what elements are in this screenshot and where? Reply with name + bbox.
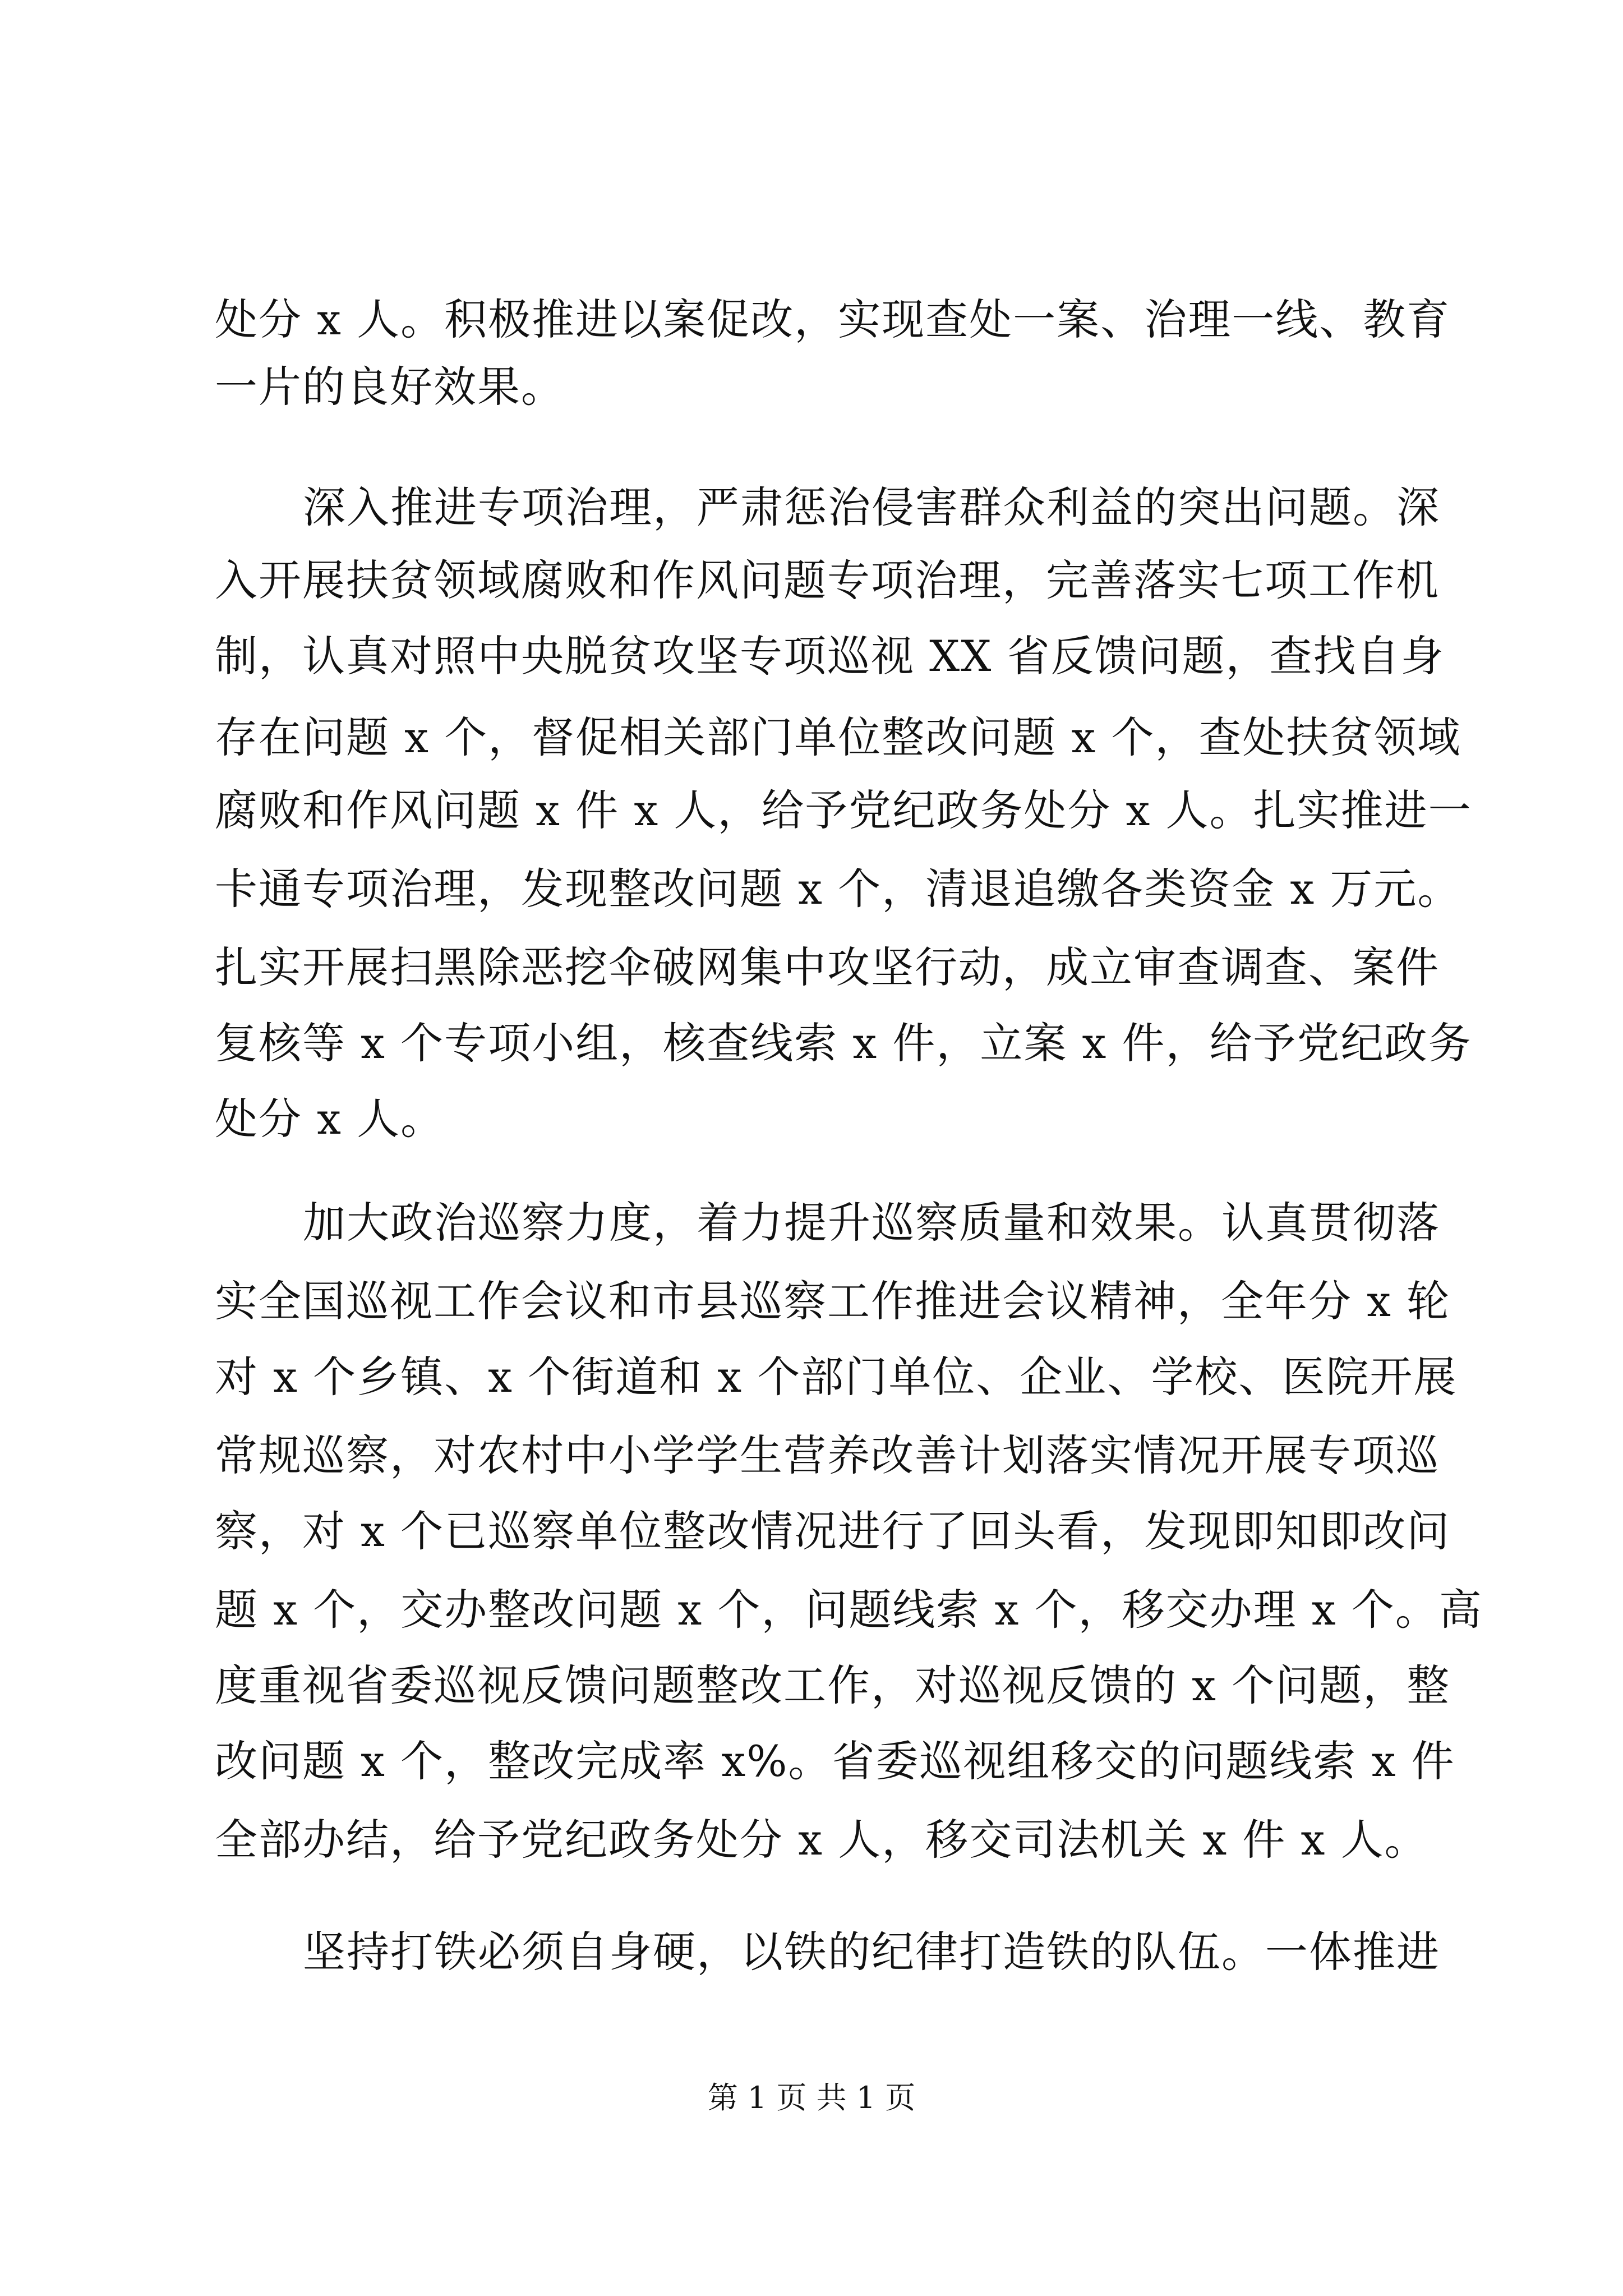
- text-line-9: 扎实开展扫黑除恶挖伞破网集中攻坚行动，成立审查调查、案件: [215, 942, 1440, 992]
- text-line-7: 腐败和作风问题 x 件 x 人，给予党纪政务处分 x 人。扎实推进一: [215, 785, 1472, 835]
- text-line-17: 题 x 个，交办整改问题 x 个，问题线索 x 个，移交办理 x 个。高: [215, 1585, 1483, 1635]
- text-line-5: 制，认真对照中央脱贫攻坚专项巡视 XX 省反馈问题，查找自身: [215, 631, 1445, 681]
- page-number-footer: 第 1 页 共 1 页: [707, 2080, 916, 2115]
- text-line-2: 一片的良好效果。: [215, 362, 565, 412]
- text-line-10: 复核等 x 个专项小组，核查线索 x 件，立案 x 件，给予党纪政务: [215, 1018, 1472, 1068]
- text-line-13: 实全国巡视工作会议和市县巡察工作推进会议精神，全年分 x 轮: [215, 1276, 1451, 1326]
- text-line-18: 度重视省委巡视反馈问题整改工作，对巡视反馈的 x 个问题，整: [215, 1660, 1451, 1710]
- text-line-14: 对 x 个乡镇、x 个街道和 x 个部门单位、企业、学校、医院开展: [215, 1352, 1458, 1402]
- text-line-16: 察，对 x 个已巡察单位整改情况进行了回头看，发现即知即改问: [215, 1506, 1451, 1556]
- text-line-6: 存在问题 x 个，督促相关部门单位整改问题 x 个，查处扶贫领域: [215, 712, 1461, 762]
- text-line-15: 常规巡察，对农村中小学学生营养改善计划落实情况开展专项巡: [215, 1430, 1440, 1480]
- paragraph-start-line: 加大政治巡察力度，着力提升巡察质量和效果。认真贯彻落: [303, 1198, 1440, 1248]
- text-line-4: 入开展扶贫领域腐败和作风问题专项治理，完善落实七项工作机: [215, 555, 1440, 605]
- text-line-19: 改问题 x 个，整改完成率 x%。省委巡视组移交的问题线索 x 件: [215, 1736, 1455, 1786]
- paragraph-start-line: 深入推进专项治理，严肃惩治侵害群众利益的突出问题。深: [303, 482, 1440, 532]
- text-line-20: 全部办结，给予党纪政务处分 x 人，移交司法机关 x 件 x 人。: [215, 1815, 1428, 1865]
- text-line-8: 卡通专项治理，发现整改问题 x 个，清退追缴各类资金 x 万元。: [215, 864, 1461, 914]
- text-line-1: 处分 x 人。积极推进以案促改，实现查处一案、治理一线、教育: [215, 295, 1451, 344]
- text-line-11: 处分 x 人。: [215, 1094, 445, 1144]
- paragraph-start-line: 坚持打铁必须自身硬，以铁的纪律打造铁的队伍。一体推进: [303, 1927, 1440, 1977]
